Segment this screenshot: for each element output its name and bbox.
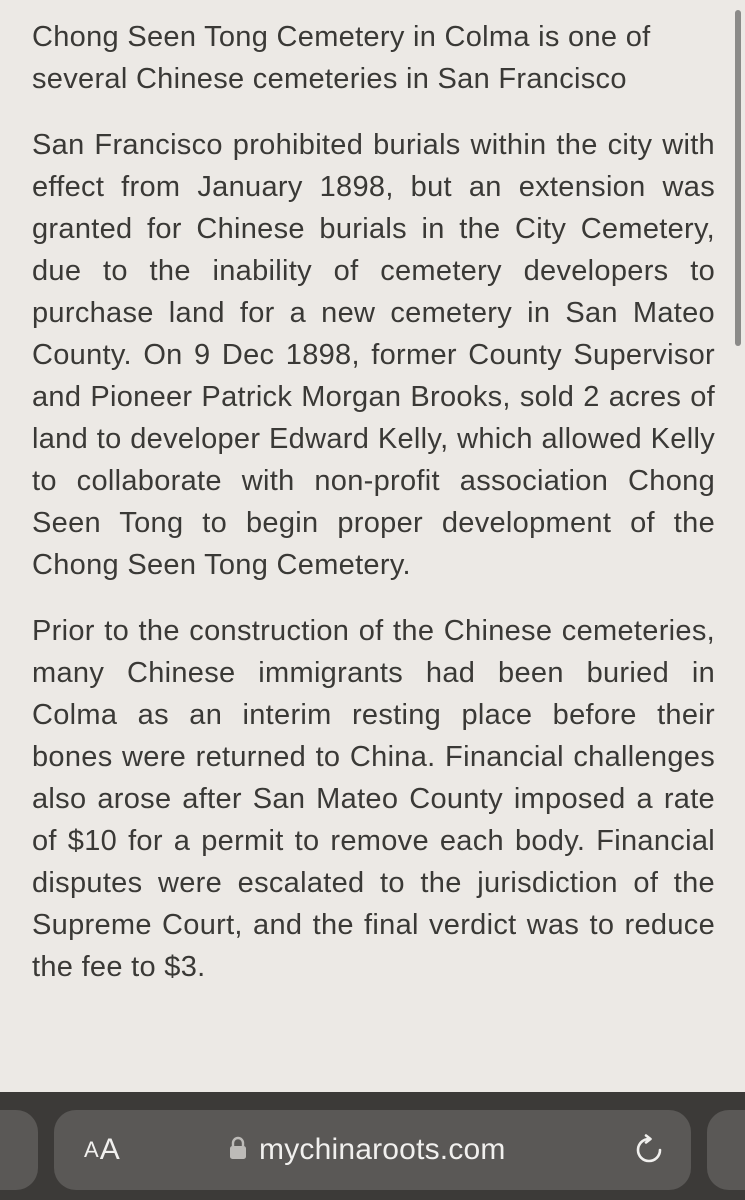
- aa-large-glyph: A: [99, 1133, 120, 1166]
- lock-icon: [229, 1136, 247, 1165]
- url-text: mychinaroots.com: [259, 1133, 506, 1166]
- address-bar[interactable]: [54, 1110, 691, 1190]
- scrollbar-thumb[interactable]: [735, 10, 741, 346]
- browser-toolbar: [0, 1092, 745, 1200]
- article-content: [32, 16, 715, 1012]
- url-display[interactable]: [229, 1110, 506, 1190]
- article-paragraph-burials: San Francisco prohibited burials within the city with effect from January 1898, but an extension was granted for Chinese burials in the City Cemetery, due to the inability of cemetery developers to purchase land for a new cemetery in San Mateo County. On 9 Dec 1898, former County Supervisor and Pioneer Patrick Morgan Brooks, sold 2 acres of land to developer Edward Kelly, which allowed Kelly to collaborate with non-profit association Chong Seen Tong to begin proper development of the Chong Seen Tong Cemetery.: [32, 129, 715, 581]
- article-paragraph-history: Prior to the construction of the Chinese cemeteries, many Chinese immigrants had been buried in Colma as an interim resting place before their bones were returned to China. Financial challenges also arose after San Mateo County imposed a rate of $10 for a permit to remove each body. Financial disputes were escalated to the jurisdiction of the Supreme Court, and the final verdict was to reduce the fee to $3.: [32, 615, 715, 983]
- reload-icon[interactable]: [633, 1134, 665, 1166]
- next-tab-preview[interactable]: [707, 1110, 745, 1190]
- reader-settings-button[interactable]: [84, 1110, 120, 1190]
- aa-small-glyph: A: [84, 1137, 99, 1162]
- previous-tab-preview[interactable]: [0, 1110, 38, 1190]
- article-paragraph-intro: Chong Seen Tong Cemetery in Colma is one of several Chinese cemeteries in San Francisco: [32, 21, 651, 95]
